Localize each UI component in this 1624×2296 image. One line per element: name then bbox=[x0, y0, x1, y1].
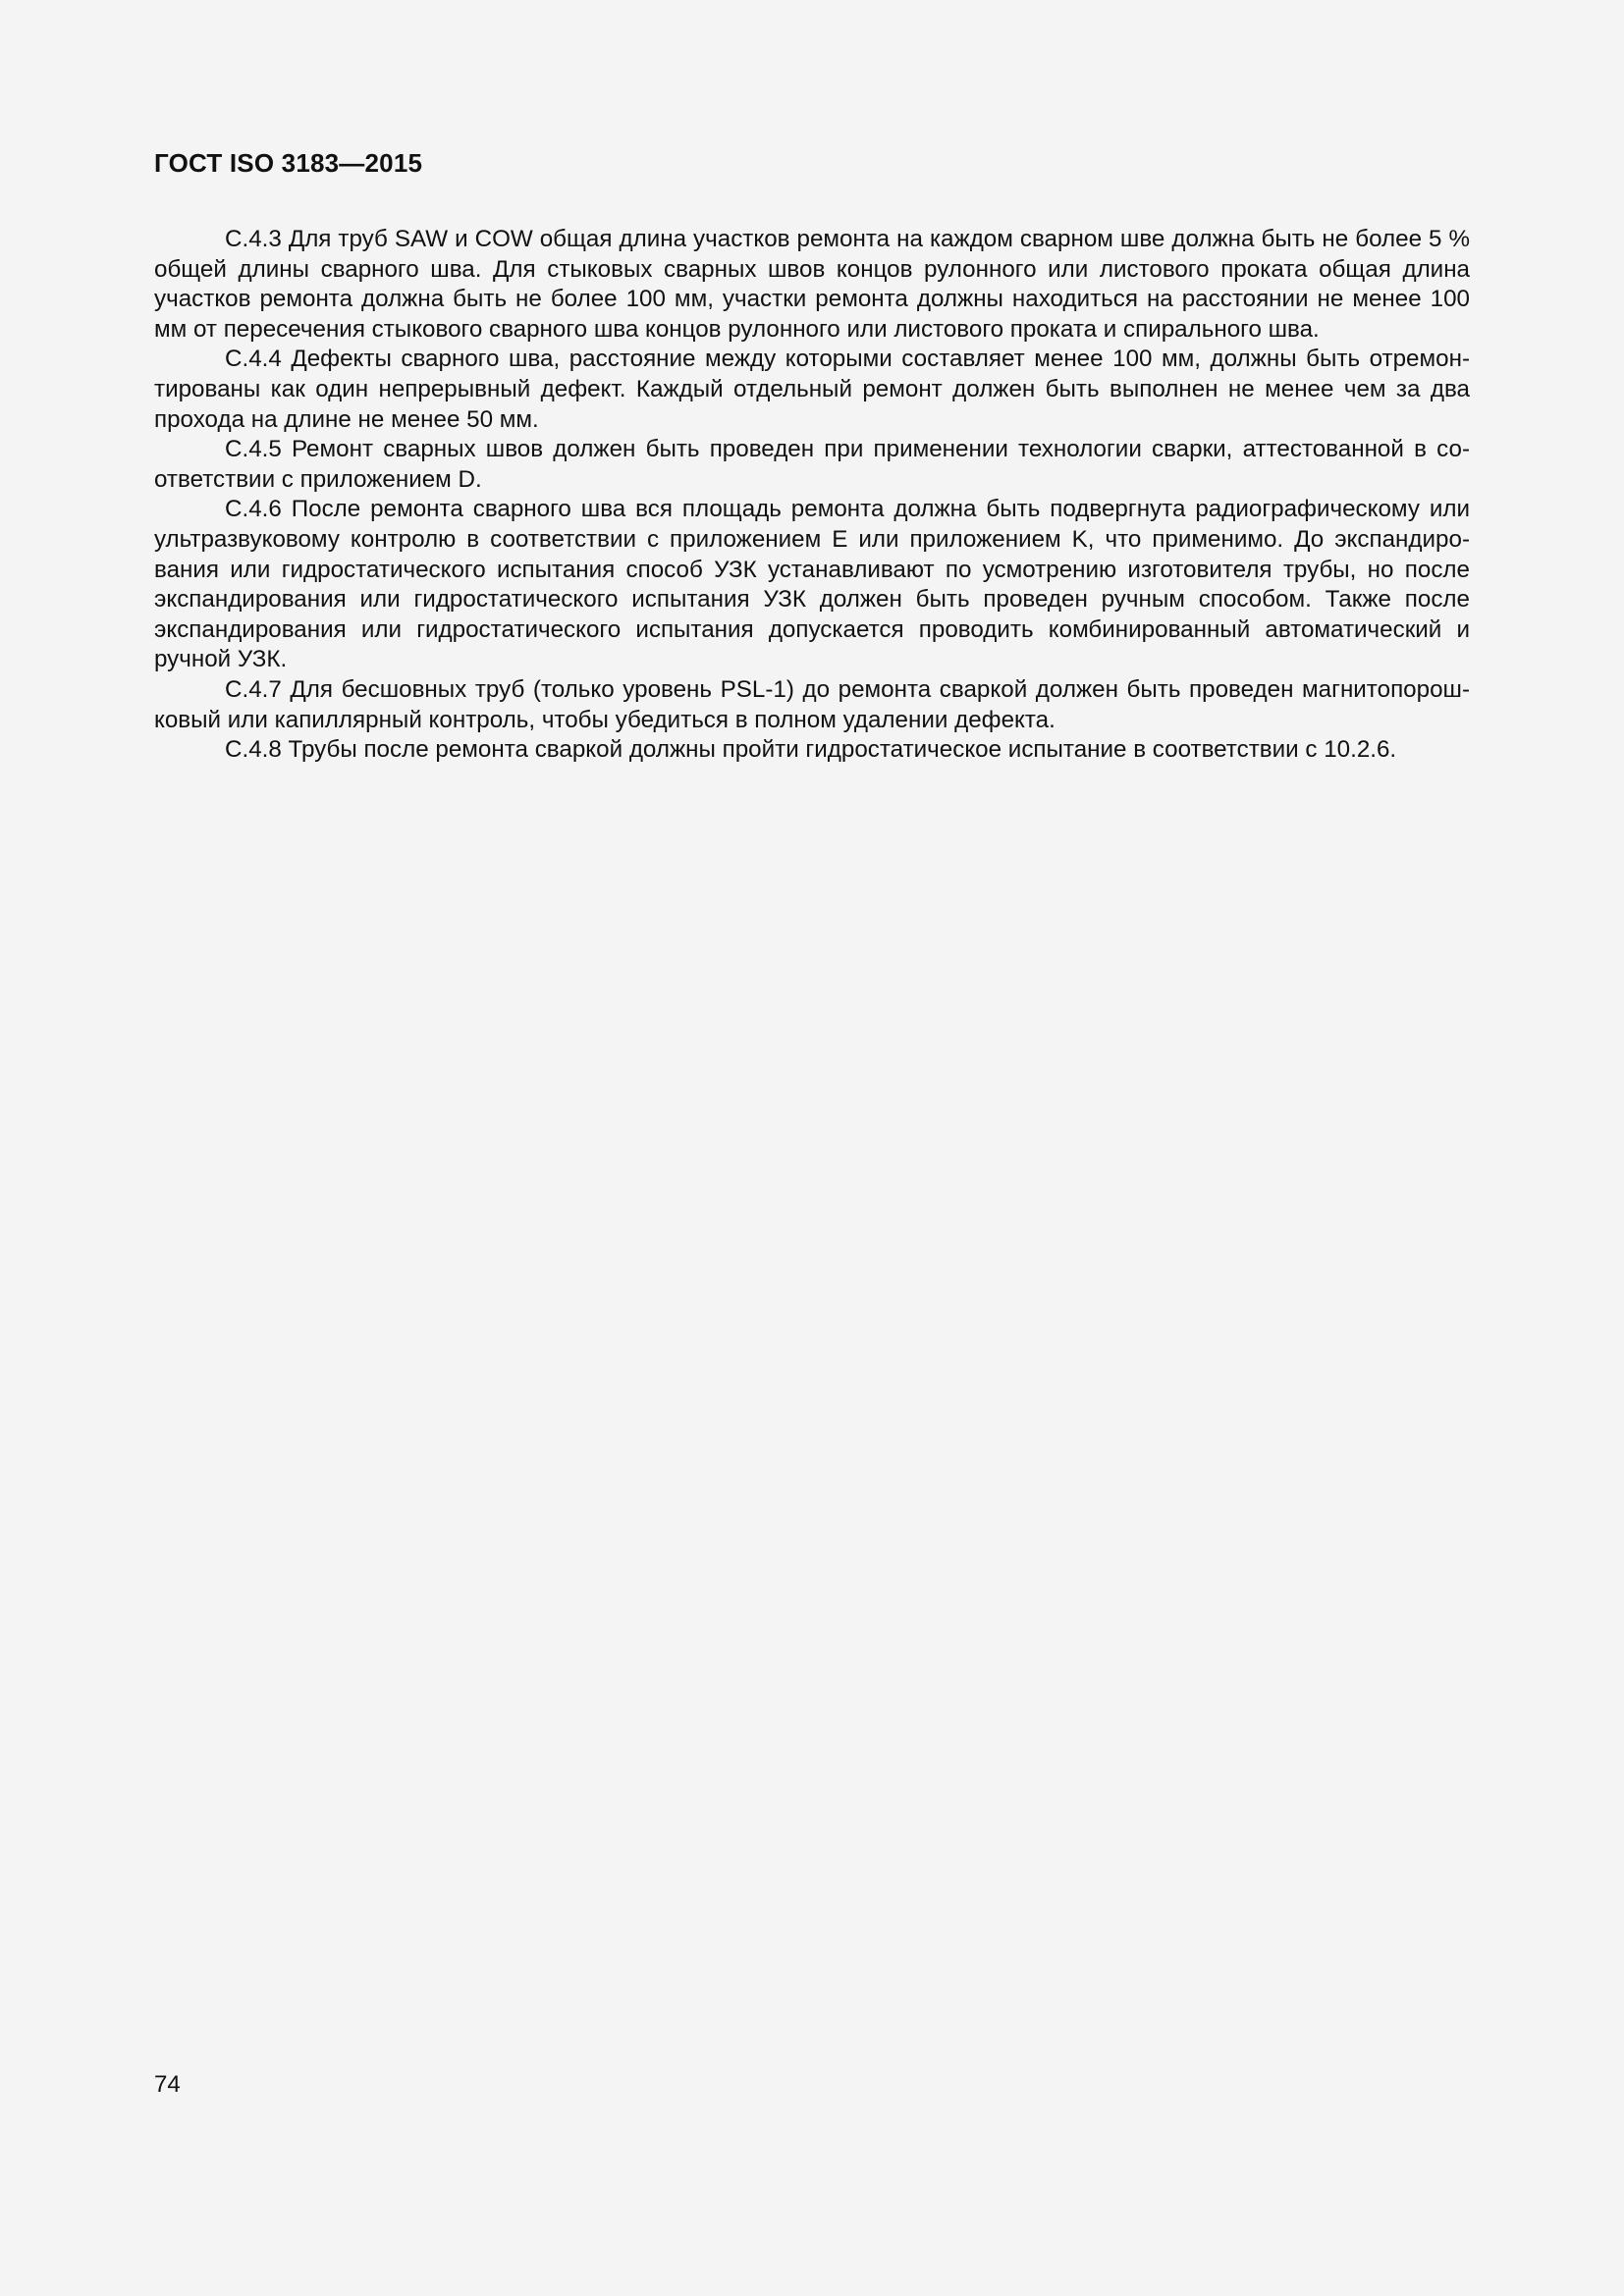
paragraph-c-4-6: С.4.6 После ремонта сварного шва вся площадь ремонта должна быть подвергнута радиографическому или ультразвуковому контролю в соответствии с приложением E или приложением K, что применимо. До экспандирования или гидростатического испытания способ УЗК устанавливают по усмотрению изготовителя трубы, но после экспандирования или гидростатического испытания УЗК должен быть проведен ручным способом. Также после экспандирования или гидростатического испытания допускается проводить комбинированный автоматический и ручной УЗК. bbox=[154, 496, 1470, 673]
paragraph-c-4-5: С.4.5 Ремонт сварных швов должен быть проведен при применении технологии сварки, аттестованной в соответствии с приложением D. bbox=[154, 436, 1470, 493]
paragraph-c-4-3: С.4.3 Для труб SAW и COW общая длина участков ремонта на каждом сварном шве должна быть не более 5 % общей длины сварного шва. Для стыковых сварных швов концов рулонного или листового проката общая длина участков ремонта должна быть не более 100 мм, участки ремонта должны находиться на расстоянии не менее 100 мм от пересечения стыкового сварного шва концов рулонного или листового проката и спирального шва. bbox=[154, 226, 1470, 343]
document-header: ГОСТ ISO 3183—2015 bbox=[154, 148, 423, 178]
paragraph-c-4-7: С.4.7 Для бесшовных труб (только уровень PSL-1) до ремонта сваркой должен быть проведен магнитопорошковый или капиллярный контроль, чтобы убедиться в полном удалении дефекта. bbox=[154, 675, 1470, 733]
page-number: 74 bbox=[154, 2071, 181, 2098]
document-body bbox=[154, 225, 1470, 766]
paragraph-c-4-4: С.4.4 Дефекты сварного шва, расстояние между которыми составляет менее 100 мм, должны быть отремонтированы как один непрерывный дефект. Каждый отдельный ремонт должен быть выполнен не менее чем за два прохода на длине не менее 50 мм. bbox=[154, 346, 1470, 433]
paragraph-c-4-8: С.4.8 Трубы после ремонта сваркой должны пройти гидростатическое испытание в соответствии с 10.2.6. bbox=[225, 736, 1397, 764]
